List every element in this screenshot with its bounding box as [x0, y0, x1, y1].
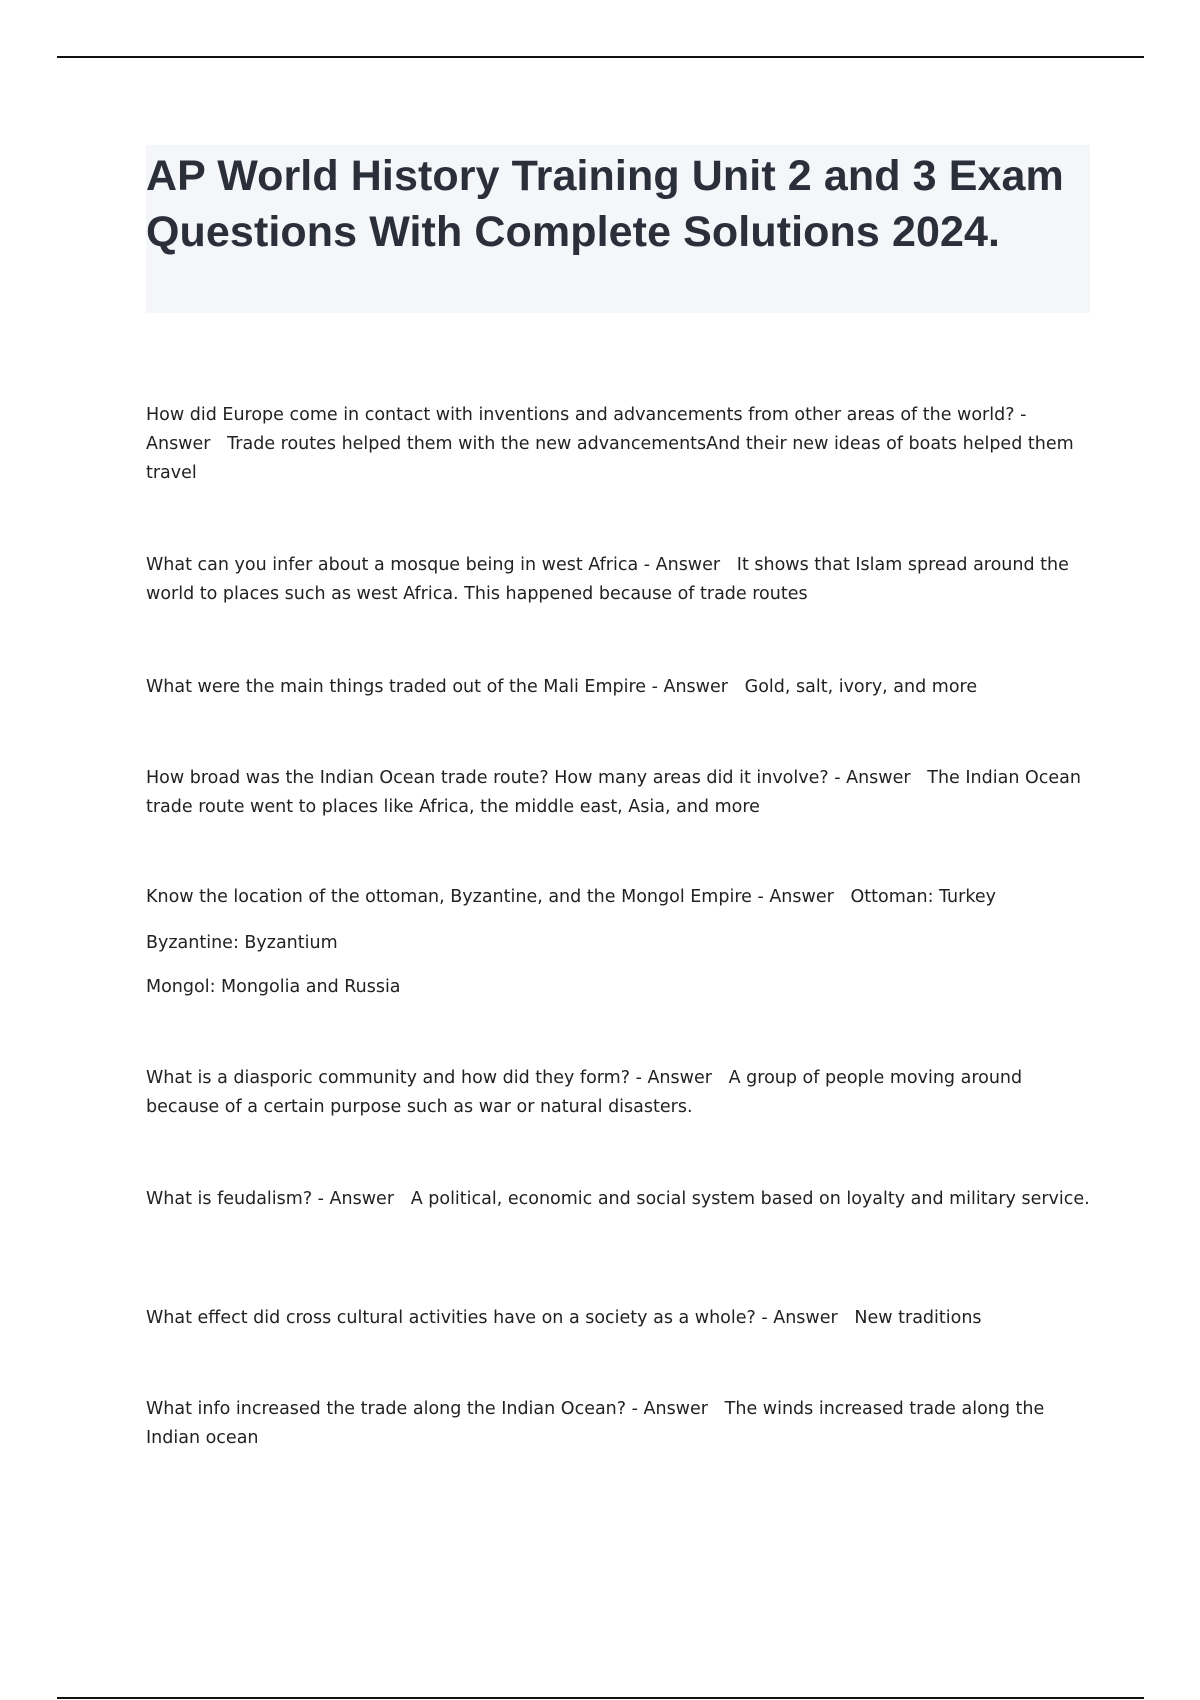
question-text: How broad was the Indian Ocean trade route? How many areas did it involve? - Answer: [146, 768, 911, 788]
answer-text: Trade routes helped them with the new advancementsAnd their new ideas of boats helped them travel: [146, 434, 1074, 483]
question-text: What were the main things traded out of the Mali Empire - Answer: [146, 677, 728, 697]
qa-item: [146, 1395, 1096, 1453]
qa-item: [146, 1304, 1096, 1333]
title-block: [146, 145, 1090, 313]
answer-text: The winds increased trade along the Indian ocean: [146, 1399, 1045, 1448]
bottom-rule: [57, 1697, 1144, 1699]
answer-extra-line: Mongol: Mongolia and Russia: [146, 977, 401, 997]
answer-text: Ottoman: Turkey: [850, 887, 996, 907]
qa-item: [146, 1064, 1096, 1122]
question-text: What is feudalism? - Answer: [146, 1189, 395, 1209]
answer-text: A political, economic and social system based on loyalty and military service.: [410, 1189, 1090, 1209]
top-rule: [57, 56, 1144, 58]
answer-text: A group of people moving around because of a certain purpose such as war or natural disasters.: [146, 1068, 1023, 1117]
qa-item: [146, 401, 1096, 488]
question-text: What effect did cross cultural activities have on a society as a whole? - Answer: [146, 1308, 838, 1328]
answer-text: New traditions: [854, 1308, 982, 1328]
answer-text: The Indian Ocean trade route went to places like Africa, the middle east, Asia, and more: [146, 768, 1081, 817]
qa-item: [146, 551, 1096, 609]
question-text: What can you infer about a mosque being in west Africa - Answer: [146, 555, 721, 575]
question-text: Know the location of the ottoman, Byzantine, and the Mongol Empire - Answer: [146, 887, 834, 907]
question-text: How did Europe come in contact with inventions and advancements from other areas of the world? - Answer: [146, 405, 1027, 454]
answer-text: It shows that Islam spread around the world to places such as west Africa. This happened because of trade routes: [146, 555, 1069, 604]
document-title: AP World History Training Unit 2 and 3 Exam Questions With Complete Solutions 2024.: [146, 152, 1064, 256]
question-text: What info increased the trade along the Indian Ocean? - Answer: [146, 1399, 708, 1419]
qa-item: [146, 673, 1096, 702]
qa-item: [146, 1185, 1096, 1214]
qa-item: [146, 883, 1096, 912]
qa-item: [146, 764, 1096, 822]
answer-text: Gold, salt, ivory, and more: [744, 677, 978, 697]
question-text: What is a diasporic community and how did they form? - Answer: [146, 1068, 712, 1088]
answer-extra-line: Byzantine: Byzantium: [146, 933, 338, 953]
